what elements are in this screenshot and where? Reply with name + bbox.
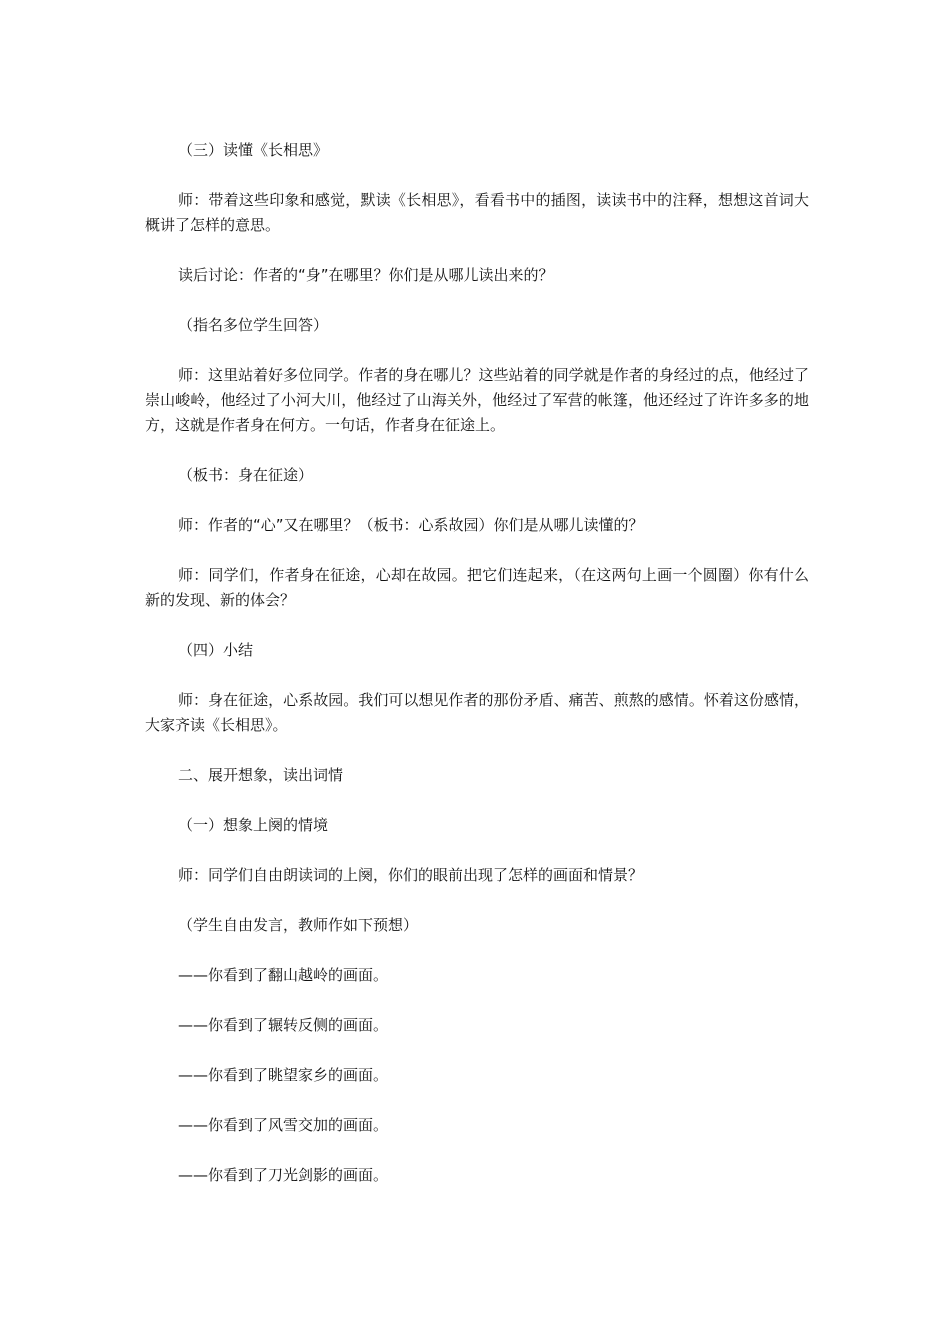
paragraph: 师：带着这些印象和感觉，默读《长相思》，看看书中的插图，读读书中的注释，想想这首词大概讲了怎样的意思。 [145,191,809,234]
list-item: ——你看到了风雪交加的画面。 [178,1116,389,1134]
paragraph: 师：同学们自由朗读词的上阕，你们的眼前出现了怎样的画面和情景？ [178,866,644,884]
paragraph: 师：这里站着好多位同学。作者的身在哪儿？这些站着的同学就是作者的身经过的点，他经过了崇山峻岭，他经过了小河大川，他经过了山海关外，他经过了军营的帐篷，他还经过了许许多多的地方，这就是作者身在何方。一句话，作者身在征途上。 [145,366,809,434]
list-item: ——你看到了刀光剑影的画面。 [178,1166,389,1184]
paragraph: 师：身在征途，心系故园。我们可以想见作者的那份矛盾、痛苦、煎熬的感情。怀着这份感情，大家齐读《长相思》。 [145,691,809,734]
section-heading: 二、展开想象，读出词情 [178,766,344,784]
section-heading: （三）读懂《长相思》 [178,141,329,159]
paragraph: （板书：身在征途） [178,466,314,484]
paragraph: （学生自由发言，教师作如下预想） [178,916,419,934]
list-item: ——你看到了翻山越岭的画面。 [178,966,389,984]
paragraph: 师：同学们，作者身在征途，心却在故园。把它们连起来，（在这两句上画一个圆圈）你有什么新的发现、新的体会？ [145,566,809,609]
section-heading: （一）想象上阕的情境 [178,816,329,834]
document-body [145,138,809,1188]
section-heading: （四）小结 [178,641,254,659]
list-item: ——你看到了辗转反侧的画面。 [178,1016,389,1034]
paragraph: （指名多位学生回答） [178,316,329,334]
paragraph: 读后讨论：作者的“身”在哪里？你们是从哪儿读出来的？ [178,266,554,284]
list-item: ——你看到了眺望家乡的画面。 [178,1066,389,1084]
paragraph: 师：作者的“心”又在哪里？（板书：心系故园）你们是从哪儿读懂的？ [178,516,644,534]
